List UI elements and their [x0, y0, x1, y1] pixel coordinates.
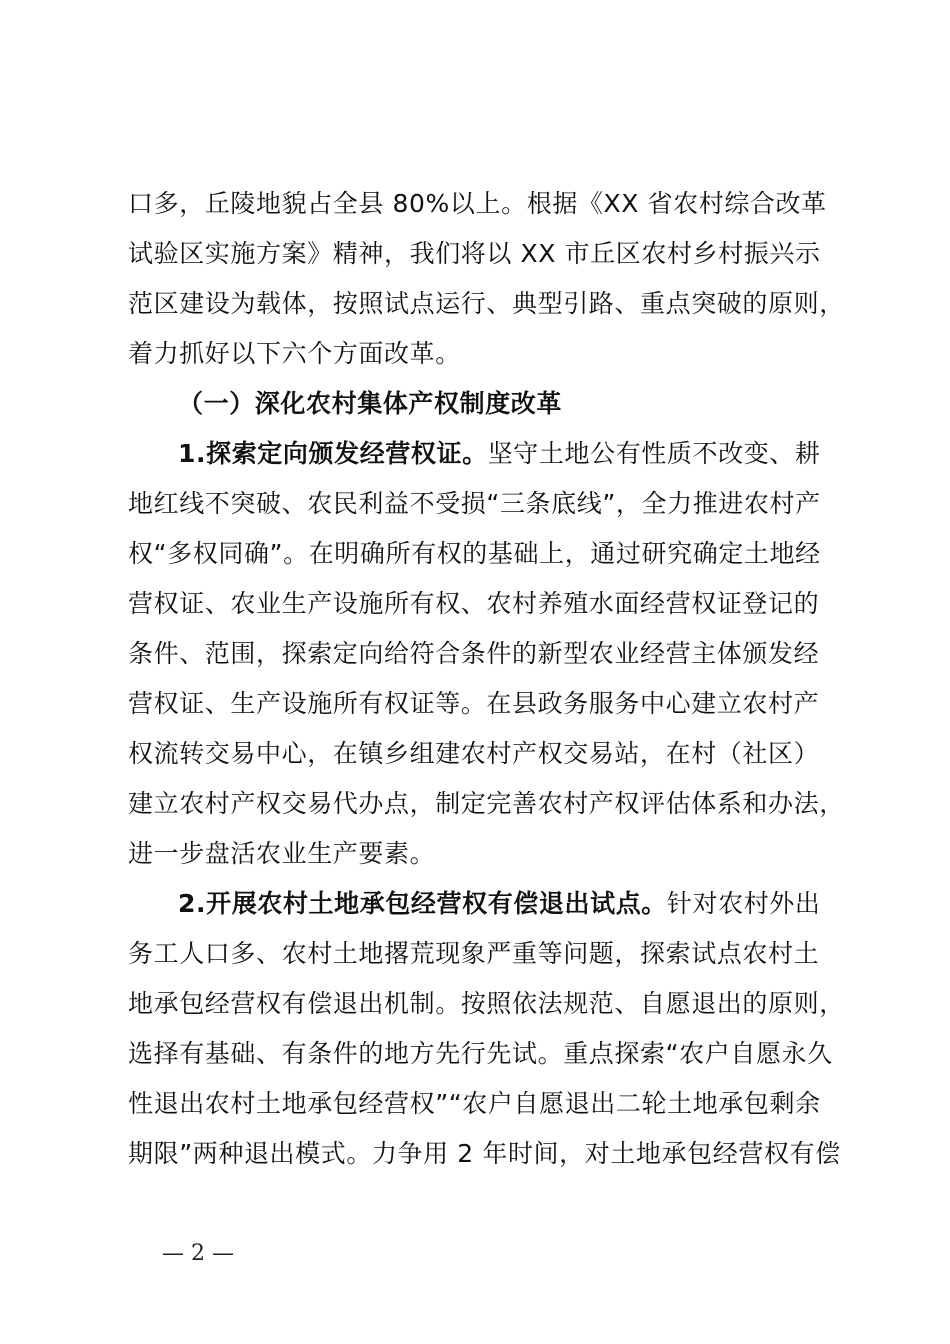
body-text: 针对农村外出: [666, 889, 821, 918]
body-text-line: 营权证、生产设施所有权证等。在县政务服务中心建立农村产: [128, 689, 820, 718]
body-text-line: 范区建设为载体，按照试点运行、典型引路、重点突破的原则，: [128, 289, 845, 318]
body-text-line: 进一步盘活农业生产要素。: [128, 839, 436, 868]
body-text-line: 着力抓好以下六个方面改革。: [128, 339, 461, 368]
body-text-line: 建立农村产权交易代办点，制定完善农村产权评估体系和办法，: [128, 789, 845, 818]
body-text-line: 营权证、农业生产设施所有权、农村养殖水面经营权证登记的: [128, 589, 820, 618]
item-heading: 1.探索定向颁发经营权证。: [178, 439, 488, 468]
body-text-line: 地承包经营权有偿退出机制。按照依法规范、自愿退出的原则，: [128, 989, 845, 1018]
body-text-line: 权“多权同确”。在明确所有权的基础上，通过研究确定土地经: [128, 539, 821, 568]
body-text-line: 条件、范围，探索定向给符合条件的新型农业经营主体颁发经: [128, 639, 820, 668]
body-text-line: 权流转交易中心，在镇乡组建农村产权交易站，在村（社区）: [128, 739, 820, 768]
paragraph-first-line: [178, 888, 821, 920]
body-text-line: 性退出农村土地承包经营权”“农户自愿退出二轮土地承包剩余: [128, 1089, 821, 1118]
paragraph-first-line: [178, 438, 821, 470]
body-text: 坚守土地公有性质不改变、耕: [487, 439, 821, 468]
body-text-line: 口多，丘陵地貌占全县 80%以上。根据《XX 省农村综合改革: [128, 189, 827, 218]
body-text-line: 地红线不突破、农民利益不受损“三条底线”，全力推进农村产: [128, 489, 821, 518]
page-number: — 2 —: [162, 1241, 234, 1266]
section-heading: （一）深化农村集体产权制度改革: [178, 389, 563, 418]
body-text-line: 务工人口多、农村土地撂荒现象严重等问题，探索试点农村土: [128, 939, 820, 968]
body-text-line: 选择有基础、有条件的地方先行先试。重点探索“农户自愿永久: [128, 1039, 833, 1068]
body-text-line: 期限”两种退出模式。力争用 2 年时间，对土地承包经营权有偿: [128, 1139, 841, 1168]
item-heading: 2.开展农村土地承包经营权有偿退出试点。: [178, 889, 667, 918]
body-text-line: 试验区实施方案》精神，我们将以 XX 市丘区农村乡村振兴示: [128, 239, 821, 268]
